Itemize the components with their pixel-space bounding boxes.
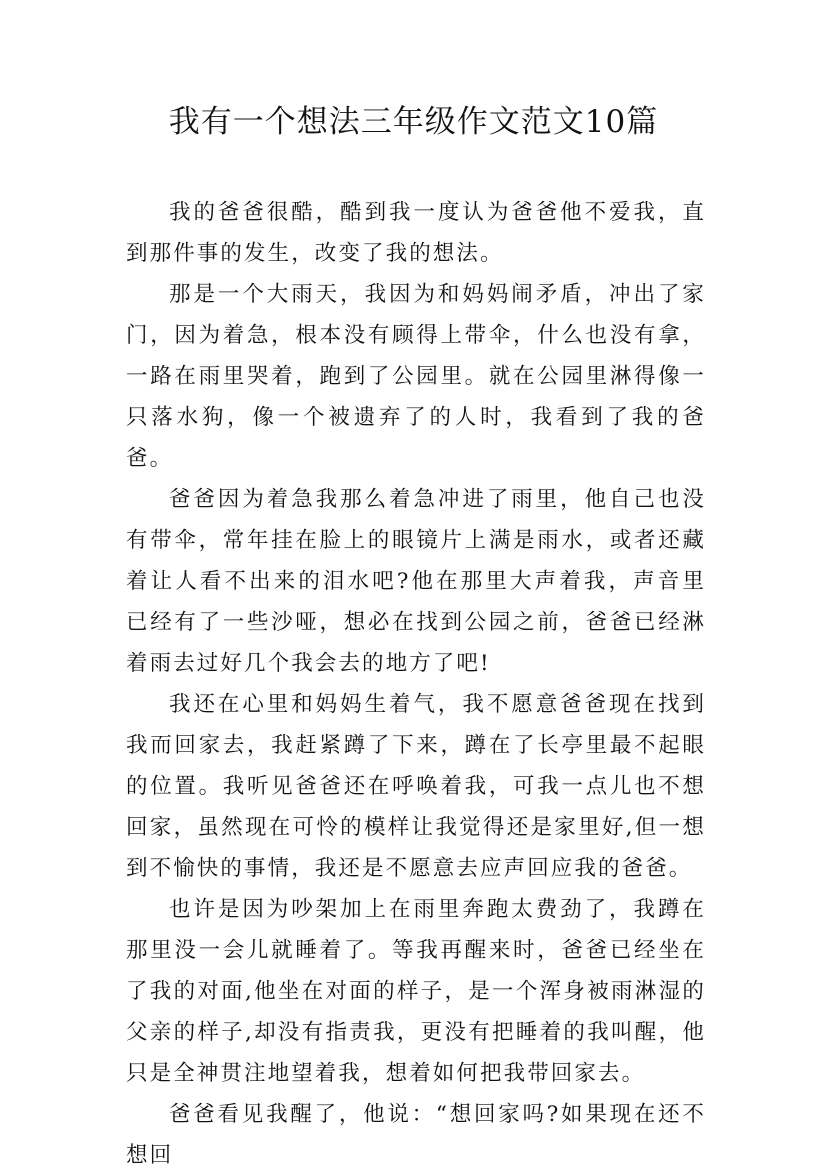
essay-body	[126, 192, 706, 1176]
paragraph-3: 爸爸因为着急我那么着急冲进了雨里，他自己也没有带伞，常年挂在脸上的眼镜片上满是雨水，或者还藏着让人看不出来的泪水吧?他在那里大声着我，声音里已经有了一些沙哑，想必在找到公园之前，爸爸已经淋着雨去过好几个我会去的地方了吧!	[126, 487, 706, 676]
paragraph-4: 我还在心里和妈妈生着气，我不愿意爸爸现在找到我而回家去，我赶紧蹲了下来，蹲在了长亭里最不起眼的位置。我听见爸爸还在呼唤着我，可我一点儿也不想回家，虽然现在可怜的模样让我觉得还是家里好,但一想到不愉快的事情，我还是不愿意去应声回应我的爸爸。	[126, 692, 706, 881]
document-title: 我有一个想法三年级作文范文10篇	[168, 104, 659, 140]
paragraph-1: 我的爸爸很酷，酷到我一度认为爸爸他不爱我，直到那件事的发生，改变了我的想法。	[126, 200, 706, 266]
paragraph-6: 爸爸看见我醒了，他说：“想回家吗?如果现在还不想回	[126, 1102, 706, 1168]
paragraph-5: 也许是因为吵架加上在雨里奔跑太费劲了，我蹲在那里没一会儿就睡着了。等我再醒来时，爸爸已经坐在了我的对面,他坐在对面的样子，是一个浑身被雨淋湿的父亲的样子,却没有指责我，更没有把睡着的我叫醒，他只是全神贯注地望着我，想着如何把我带回家去。	[126, 897, 706, 1086]
paragraph-2: 那是一个大雨天，我因为和妈妈闹矛盾，冲出了家门，因为着急，根本没有顾得上带伞，什么也没有拿，一路在雨里哭着，跑到了公园里。就在公园里淋得像一只落水狗，像一个被遗弃了的人时，我看到了我的爸爸。	[126, 282, 706, 471]
